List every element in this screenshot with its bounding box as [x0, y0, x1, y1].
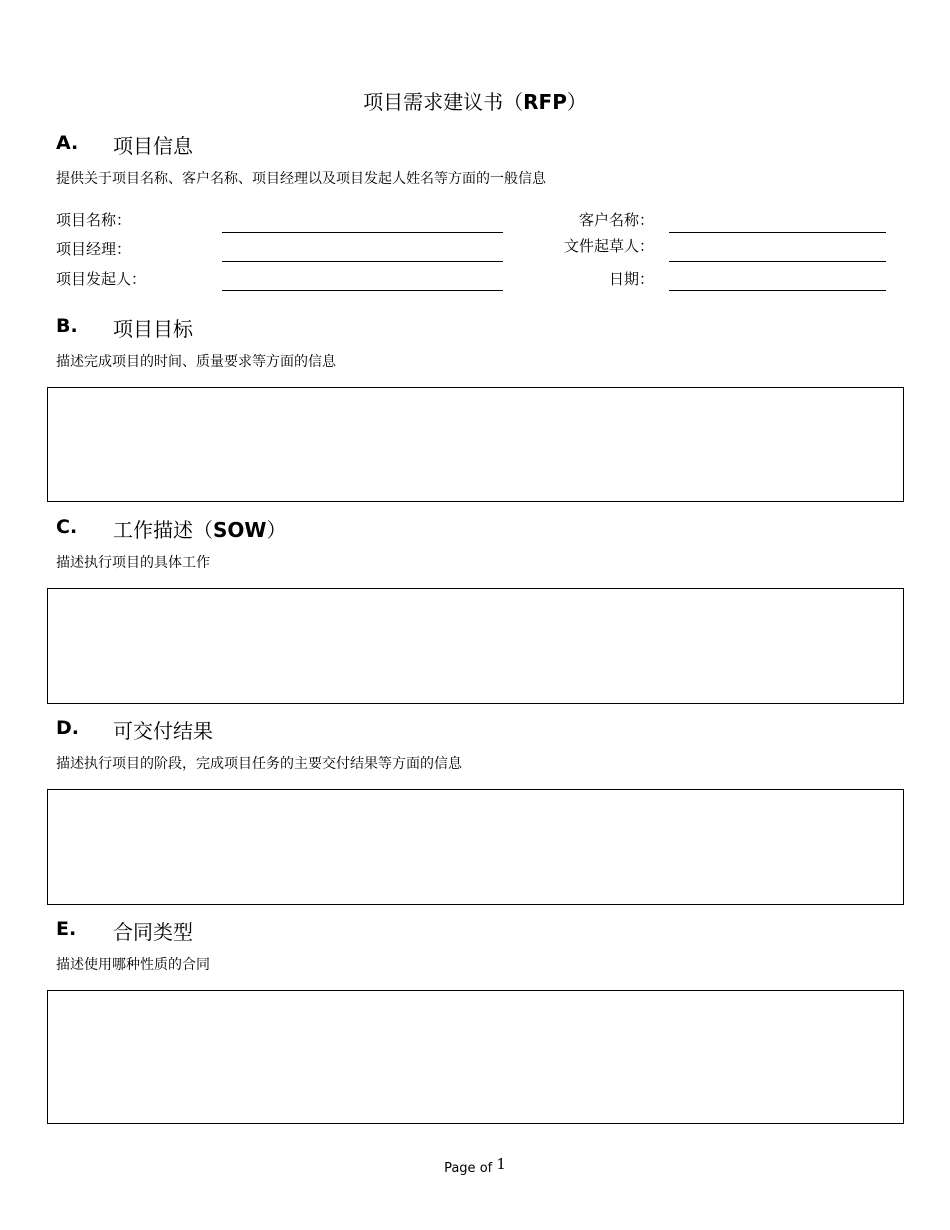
section-a-description: 提供关于项目名称、客户名称、项目经理以及项目发起人姓名等方面的一般信息: [56, 171, 546, 187]
project-name-label: 项目名称：: [56, 211, 132, 229]
project-manager-label: 项目经理：: [56, 240, 132, 258]
document-drafter-label: 文件起草人：: [563, 237, 654, 255]
document-title: 项目需求建议书（RFP）: [363, 90, 587, 114]
section-e-description: 描述使用哪种性质的合同: [56, 957, 210, 973]
section-a-title: 项目信息: [113, 134, 193, 158]
page-number: 1: [496, 1155, 506, 1173]
project-goals-box[interactable]: [47, 387, 904, 502]
client-name-label: 客户名称：: [578, 211, 654, 229]
page-label: Page: [444, 1161, 476, 1176]
scope-of-work-box[interactable]: [47, 588, 904, 704]
contract-type-box[interactable]: [47, 990, 904, 1124]
section-d-title: 可交付结果: [113, 719, 213, 743]
page-footer: [0, 1155, 950, 1176]
section-b-description: 描述完成项目的时间、质量要求等方面的信息: [56, 354, 336, 370]
section-a-letter: A.: [56, 132, 79, 154]
document-drafter-field[interactable]: [669, 261, 886, 262]
client-name-field[interactable]: [669, 232, 886, 233]
project-name-field[interactable]: [222, 232, 503, 233]
section-e-title: 合同类型: [113, 920, 193, 944]
deliverables-box[interactable]: [47, 789, 904, 905]
section-e-letter: E.: [56, 918, 77, 940]
section-c-description: 描述执行项目的具体工作: [56, 555, 210, 571]
project-sponsor-label: 项目发起人：: [56, 270, 147, 288]
section-b-title: 项目目标: [113, 317, 193, 341]
date-label: 日期：: [608, 270, 654, 288]
section-c-letter: C.: [56, 516, 78, 538]
section-b-letter: B.: [56, 315, 78, 337]
of-label: of: [479, 1161, 493, 1176]
section-c-title: 工作描述（SOW）: [113, 518, 287, 542]
project-manager-field[interactable]: [222, 261, 503, 262]
date-field[interactable]: [669, 290, 886, 291]
project-sponsor-field[interactable]: [222, 290, 503, 291]
section-d-letter: D.: [56, 717, 79, 739]
section-d-description: 描述执行项目的阶段，完成项目任务的主要交付结果等方面的信息: [56, 756, 462, 772]
